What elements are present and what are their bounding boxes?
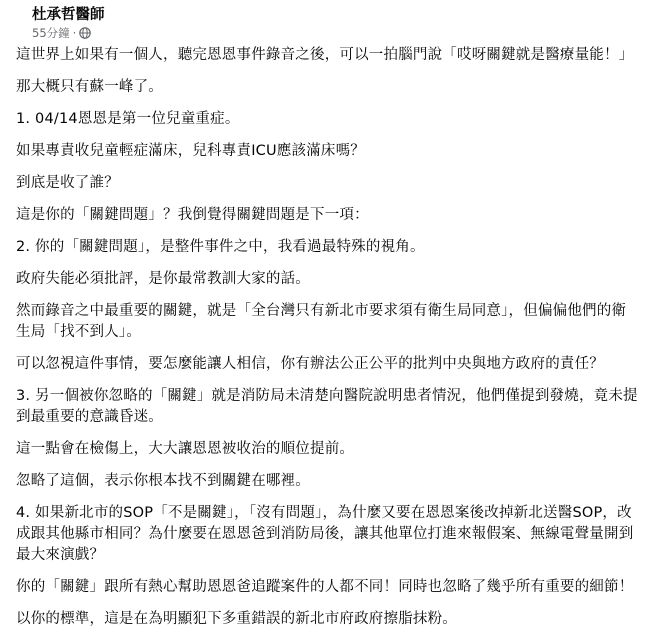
post-paragraph: 政府失能必須批評，是你最常教訓大家的話。: [16, 271, 310, 287]
post-paragraph: 可以忽視這件事情，要怎麼能讓人相信，你有辦法公正公平的批判中央與地方政府的責任？: [16, 356, 604, 372]
post-paragraph: 忽略了這個，表示你根本找不到關鍵在哪裡。: [16, 473, 310, 489]
post-paragraph: 這是你的「關鍵問題」？我倒覺得關鍵問題是下一項：: [16, 207, 369, 223]
post-paragraph: 這一點會在檢傷上，大大讓恩恩被收治的順位提前。: [16, 441, 355, 457]
post-timestamp[interactable]: 55分鐘: [32, 26, 70, 40]
post-paragraph: 以你的標準，這是在為明顯犯下多重錯誤的新北市府政府擦脂抹粉。: [16, 611, 457, 627]
post-paragraph: 如果專責收兒童輕症滿床，兒科專責ICU應該滿床嗎？: [16, 143, 366, 159]
post-paragraph: 然而錄音之中最重要的關鍵，就是「全台灣只有新北市要求須有衛生局同意」，但偏偏他們的衛生局「找不到人」。: [16, 303, 627, 340]
post-paragraph: 這世界上如果有一個人，聽完恩恩事件錄音之後，可以一拍腦門說「哎呀關鍵就是醫療量能！」: [16, 47, 634, 63]
meta-separator: ·: [72, 26, 77, 40]
post-paragraph: 那大概只有蘇一峰了。: [16, 79, 163, 95]
post-body: [16, 45, 638, 641]
post-paragraph: 你的「關鍵」跟所有熱心幫助恩恩爸追蹤案件的人都不同！同時也忽略了幾乎所有重要的細節！: [16, 579, 634, 595]
post-paragraph: 到底是收了誰？: [16, 175, 119, 191]
post-meta: [32, 25, 91, 41]
post-header: [16, 0, 640, 44]
author-name[interactable]: 杜承哲醫師: [32, 7, 105, 23]
post-paragraph: 4. 如果新北市的SOP「不是關鍵」，「沒有問題」，為什麼又要在恩恩案後改掉新北送醫SOP，改成跟其他縣市相同？為什麼要在恩恩爸到消防局後，讓其他單位打進來報假案、無線電聲量開到最大來演戲？: [16, 505, 634, 563]
post-paragraph: 1. 04/14恩恩是第一位兒童重症。: [16, 111, 240, 127]
post-paragraph: 3. 另一個被你忽略的「關鍵」就是消防局未清楚向醫院說明患者情況，他們僅提到發燒，竟未提到最重要的意識昏迷。: [16, 388, 638, 425]
globe-icon[interactable]: [79, 27, 91, 39]
post-paragraph: 2. 你的「關鍵問題」，是整件事件之中，我看過最特殊的視角。: [16, 239, 425, 255]
